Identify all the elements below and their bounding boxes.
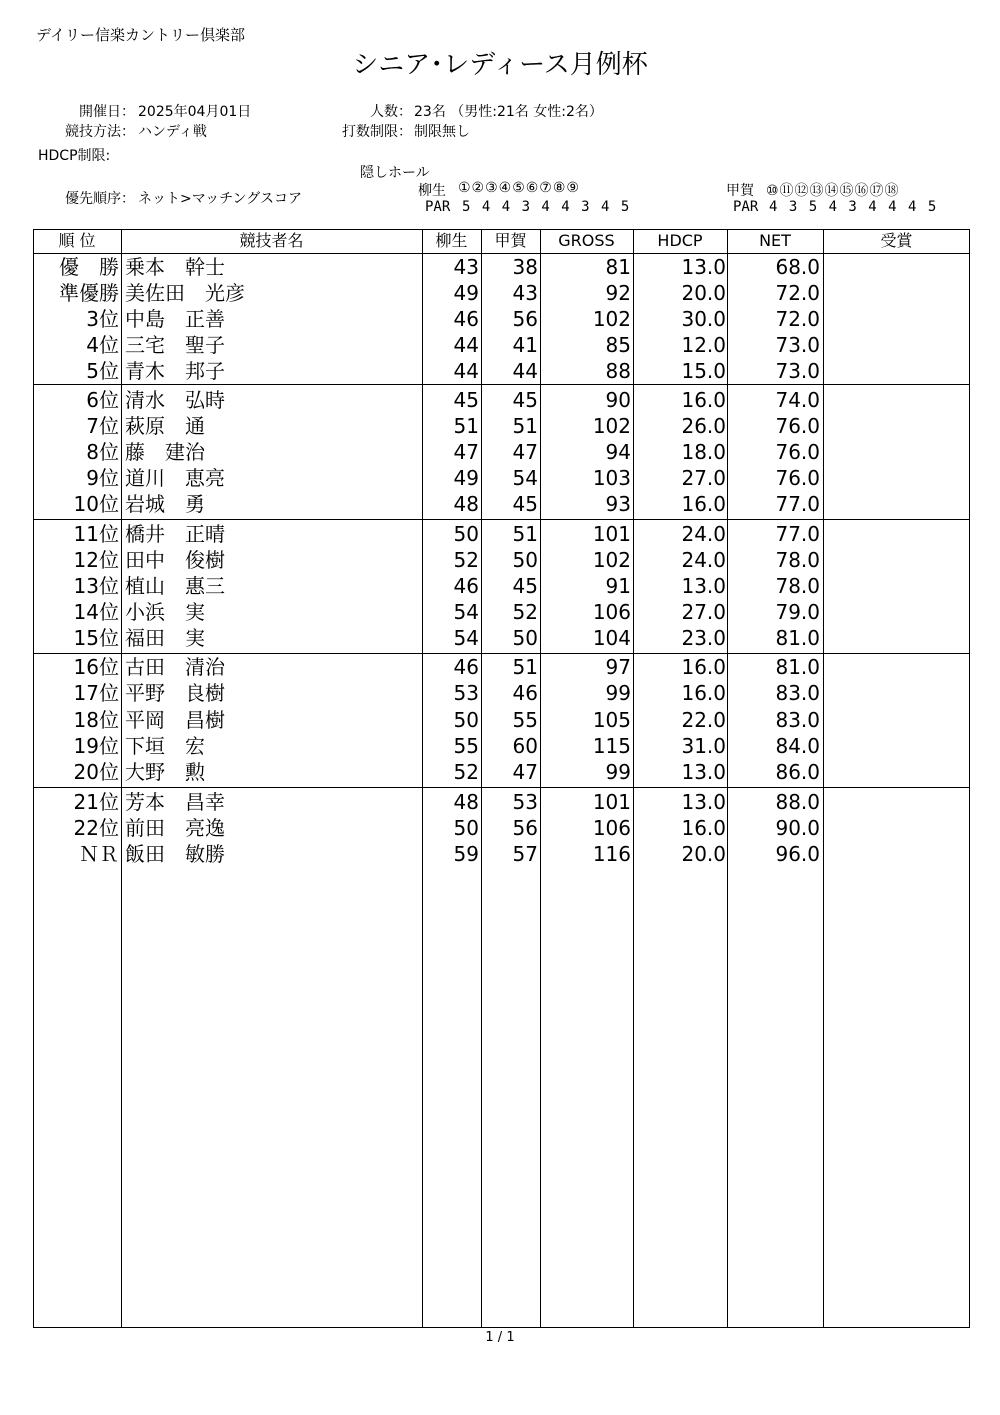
rank-cell: 8位 [86,440,119,464]
award-cell [827,547,967,573]
award-cell [827,306,967,332]
out-score-cell: 59 [453,842,479,866]
award-cell [827,707,967,733]
in-score-cell: 50 [512,548,538,572]
name-cell: 中島 正善 [125,307,225,331]
in-course-label: 甲賀 [726,183,754,199]
name-cell: 清水 弘時 [125,388,225,412]
table-row [33,521,970,547]
hdcp-cell: 23.0 [681,626,726,650]
rank-cell: 17位 [73,681,119,705]
award-cell [827,413,967,439]
hdcp-cell: 16.0 [681,681,726,705]
name-cell: 藤 建治 [125,440,205,464]
rank-cell: 3位 [86,307,119,331]
net-cell: 68.0 [775,255,820,279]
rank-cell: 10位 [73,492,119,516]
header-award: 受賞 [880,231,913,250]
out-score-cell: 51 [453,414,479,438]
award-cell [827,759,967,785]
in-score-cell: 45 [512,388,538,412]
group-divider [33,384,970,385]
out-score-cell: 50 [453,522,479,546]
in-score-cell: 38 [512,255,538,279]
name-cell: 平岡 昌樹 [125,708,225,732]
out-score-cell: 52 [453,760,479,784]
table-row [33,841,970,867]
name-cell: 橋井 正晴 [125,522,225,546]
in-par-label: PAR [733,199,759,215]
gross-cell: 103 [592,466,631,490]
table-row [33,280,970,306]
in-score-cell: 52 [512,600,538,624]
out-score-cell: 44 [453,359,479,383]
gross-cell: 88 [605,359,631,383]
in-score-cell: 45 [512,492,538,516]
page-title: シニア･レディース月例杯 [352,50,648,80]
date-label: 開催日： [79,104,135,120]
name-cell: 前田 亮逸 [125,816,225,840]
net-cell: 73.0 [775,359,820,383]
gross-cell: 106 [592,816,631,840]
hdcp-cell: 31.0 [681,734,726,758]
out-score-cell: 46 [453,655,479,679]
name-cell: 乗本 幹士 [125,255,225,279]
out-score-cell: 54 [453,600,479,624]
gross-cell: 92 [605,281,631,305]
award-cell [827,625,967,651]
rank-cell: 13位 [73,574,119,598]
in-score-cell: 44 [512,359,538,383]
hdcp-cell: 24.0 [681,548,726,572]
name-cell: 古田 清治 [125,655,225,679]
award-cell [827,254,967,280]
hdcp-cell: 24.0 [681,522,726,546]
award-cell [827,733,967,759]
award-cell [827,332,967,358]
award-cell [827,815,967,841]
out-score-cell: 55 [453,734,479,758]
table-row [33,733,970,759]
in-score-cell: 57 [512,842,538,866]
net-cell: 83.0 [775,708,820,732]
gross-cell: 90 [605,388,631,412]
in-hole-numbers: ⑩⑪⑫⑬⑭⑮⑯⑰⑱ [766,183,900,199]
out-score-cell: 54 [453,626,479,650]
award-cell [827,841,967,867]
header-in: 甲賀 [494,231,527,250]
rank-cell: 準優勝 [59,281,119,305]
award-cell [827,387,967,413]
rank-cell: 6位 [86,388,119,412]
table-row [33,332,970,358]
hidden-holes-label: 隠しホール [360,165,430,181]
method-value: ハンディ戦 [138,124,207,140]
net-cell: 78.0 [775,548,820,572]
award-cell [827,599,967,625]
name-cell: 植山 惠三 [125,574,225,598]
rank-cell: 15位 [73,626,119,650]
award-cell [827,465,967,491]
table-row [33,573,970,599]
name-cell: 福田 実 [125,626,205,650]
rank-cell: 16位 [73,655,119,679]
hdcp-limit-label: HDCP制限: [38,148,111,164]
out-score-cell: 45 [453,388,479,412]
award-cell [827,280,967,306]
hdcp-cell: 16.0 [681,492,726,516]
hdcp-cell: 15.0 [681,359,726,383]
club-name: デイリー信楽カントリー倶楽部 [36,26,245,44]
name-cell: 道川 恵亮 [125,466,225,490]
hdcp-cell: 20.0 [681,281,726,305]
rank-cell: 優 勝 [59,255,119,279]
table-row [33,306,970,332]
rank-cell: 4位 [86,333,119,357]
net-cell: 77.0 [775,522,820,546]
rank-cell: 11位 [73,522,119,546]
award-cell [827,491,967,517]
out-score-cell: 48 [453,790,479,814]
table-row [33,789,970,815]
table-row [33,465,970,491]
in-score-cell: 43 [512,281,538,305]
header-name: 競技者名 [239,231,304,250]
table-row [33,707,970,733]
rank-cell: 5位 [86,359,119,383]
net-cell: 74.0 [775,388,820,412]
rank-cell: 7位 [86,414,119,438]
out-par-values: 5 4 4 3 4 4 3 4 5 [462,199,630,215]
table-row [33,625,970,651]
table-row [33,547,970,573]
name-cell: 岩城 勇 [125,492,205,516]
table-row [33,358,970,384]
in-score-cell: 56 [512,816,538,840]
net-cell: 79.0 [775,600,820,624]
in-score-cell: 56 [512,307,538,331]
out-score-cell: 46 [453,574,479,598]
award-cell [827,654,967,680]
out-score-cell: 43 [453,255,479,279]
out-score-cell: 52 [453,548,479,572]
hdcp-cell: 13.0 [681,760,726,784]
hdcp-cell: 16.0 [681,388,726,412]
table-row [33,815,970,841]
award-cell [827,521,967,547]
hdcp-cell: 13.0 [681,255,726,279]
rank-cell: 21位 [73,790,119,814]
gross-cell: 91 [605,574,631,598]
award-cell [827,439,967,465]
out-score-cell: 49 [453,281,479,305]
table-row [33,491,970,517]
header-out: 柳生 [435,231,468,250]
net-cell: 96.0 [775,842,820,866]
net-cell: 83.0 [775,681,820,705]
table-row [33,387,970,413]
rank-cell: 14位 [73,600,119,624]
hdcp-cell: 27.0 [681,600,726,624]
name-cell: 美佐田 光彦 [125,281,245,305]
name-cell: 下垣 宏 [125,734,205,758]
gross-cell: 115 [592,734,631,758]
gross-cell: 102 [592,548,631,572]
award-cell [827,789,967,815]
rank-cell: ＮＲ [79,842,119,866]
hdcp-cell: 16.0 [681,816,726,840]
out-score-cell: 53 [453,681,479,705]
rank-cell: 18位 [73,708,119,732]
hdcp-cell: 16.0 [681,655,726,679]
net-cell: 72.0 [775,307,820,331]
net-cell: 86.0 [775,760,820,784]
name-cell: 飯田 敏勝 [125,842,225,866]
out-score-cell: 50 [453,816,479,840]
gross-cell: 101 [592,790,631,814]
priority-label: 優先順序： [65,191,135,207]
table-row [33,413,970,439]
group-divider [33,787,970,788]
net-cell: 84.0 [775,734,820,758]
award-cell [827,573,967,599]
net-cell: 76.0 [775,414,820,438]
gross-cell: 105 [592,708,631,732]
gross-cell: 94 [605,440,631,464]
in-score-cell: 41 [512,333,538,357]
in-score-cell: 45 [512,574,538,598]
in-score-cell: 47 [512,760,538,784]
net-cell: 90.0 [775,816,820,840]
net-cell: 81.0 [775,626,820,650]
out-score-cell: 48 [453,492,479,516]
header-hdcp: HDCP [657,231,703,250]
gross-cell: 116 [592,842,631,866]
table-row [33,439,970,465]
out-par-label: PAR [425,199,451,215]
name-cell: 平野 良樹 [125,681,225,705]
people-value: 23名 （男性:21名 女性:2名） [414,104,603,120]
gross-cell: 99 [605,681,631,705]
net-cell: 81.0 [775,655,820,679]
hdcp-cell: 13.0 [681,574,726,598]
hdcp-cell: 27.0 [681,466,726,490]
net-cell: 77.0 [775,492,820,516]
date-value: 2025年04月01日 [138,104,252,120]
header-gross: GROSS [558,231,615,250]
people-label: 人数： [370,104,412,120]
stroke-limit-value: 制限無し [414,124,470,140]
out-score-cell: 50 [453,708,479,732]
name-cell: 大野 勲 [125,760,205,784]
name-cell: 田中 俊樹 [125,548,225,572]
gross-cell: 101 [592,522,631,546]
name-cell: 小浜 実 [125,600,205,624]
group-divider [33,519,970,520]
header-rank: 順 位 [58,231,96,250]
gross-cell: 99 [605,760,631,784]
stroke-limit-label: 打数制限： [342,124,412,140]
award-cell [827,680,967,706]
net-cell: 78.0 [775,574,820,598]
gross-cell: 93 [605,492,631,516]
name-cell: 青木 邦子 [125,359,225,383]
award-cell [827,358,967,384]
rank-cell: 9位 [86,466,119,490]
net-cell: 76.0 [775,440,820,464]
out-score-cell: 46 [453,307,479,331]
out-score-cell: 49 [453,466,479,490]
net-cell: 73.0 [775,333,820,357]
hdcp-cell: 18.0 [681,440,726,464]
hdcp-cell: 13.0 [681,790,726,814]
rank-cell: 22位 [73,816,119,840]
hdcp-cell: 20.0 [681,842,726,866]
name-cell: 萩原 通 [125,414,205,438]
rank-cell: 20位 [73,760,119,784]
rank-cell: 19位 [73,734,119,758]
out-score-cell: 47 [453,440,479,464]
in-score-cell: 50 [512,626,538,650]
in-score-cell: 51 [512,522,538,546]
out-course-label: 柳生 [418,183,446,199]
gross-cell: 104 [592,626,631,650]
gross-cell: 97 [605,655,631,679]
net-cell: 88.0 [775,790,820,814]
page-indicator: 1 / 1 [485,1330,515,1345]
method-label: 競技方法： [65,124,135,140]
in-score-cell: 46 [512,681,538,705]
in-score-cell: 60 [512,734,538,758]
in-score-cell: 47 [512,440,538,464]
gross-cell: 102 [592,307,631,331]
table-row [33,680,970,706]
gross-cell: 81 [605,255,631,279]
table-row [33,254,970,280]
header-net: NET [759,231,791,250]
name-cell: 三宅 聖子 [125,333,225,357]
hdcp-cell: 12.0 [681,333,726,357]
in-score-cell: 54 [512,466,538,490]
net-cell: 76.0 [775,466,820,490]
hdcp-cell: 26.0 [681,414,726,438]
out-hole-numbers: ①②③④⑤⑥⑦⑧⑨ [458,180,580,196]
gross-cell: 85 [605,333,631,357]
in-score-cell: 53 [512,790,538,814]
in-score-cell: 55 [512,708,538,732]
in-score-cell: 51 [512,414,538,438]
hdcp-cell: 30.0 [681,307,726,331]
in-par-values: 4 3 5 4 3 4 4 4 5 [769,199,937,215]
gross-cell: 102 [592,414,631,438]
name-cell: 芳本 昌幸 [125,790,225,814]
gross-cell: 106 [592,600,631,624]
in-score-cell: 51 [512,655,538,679]
priority-value: ネット>マッチングスコア [138,191,303,207]
table-row [33,654,970,680]
net-cell: 72.0 [775,281,820,305]
out-score-cell: 44 [453,333,479,357]
table-row [33,759,970,785]
hdcp-cell: 22.0 [681,708,726,732]
table-row [33,599,970,625]
rank-cell: 12位 [73,548,119,572]
